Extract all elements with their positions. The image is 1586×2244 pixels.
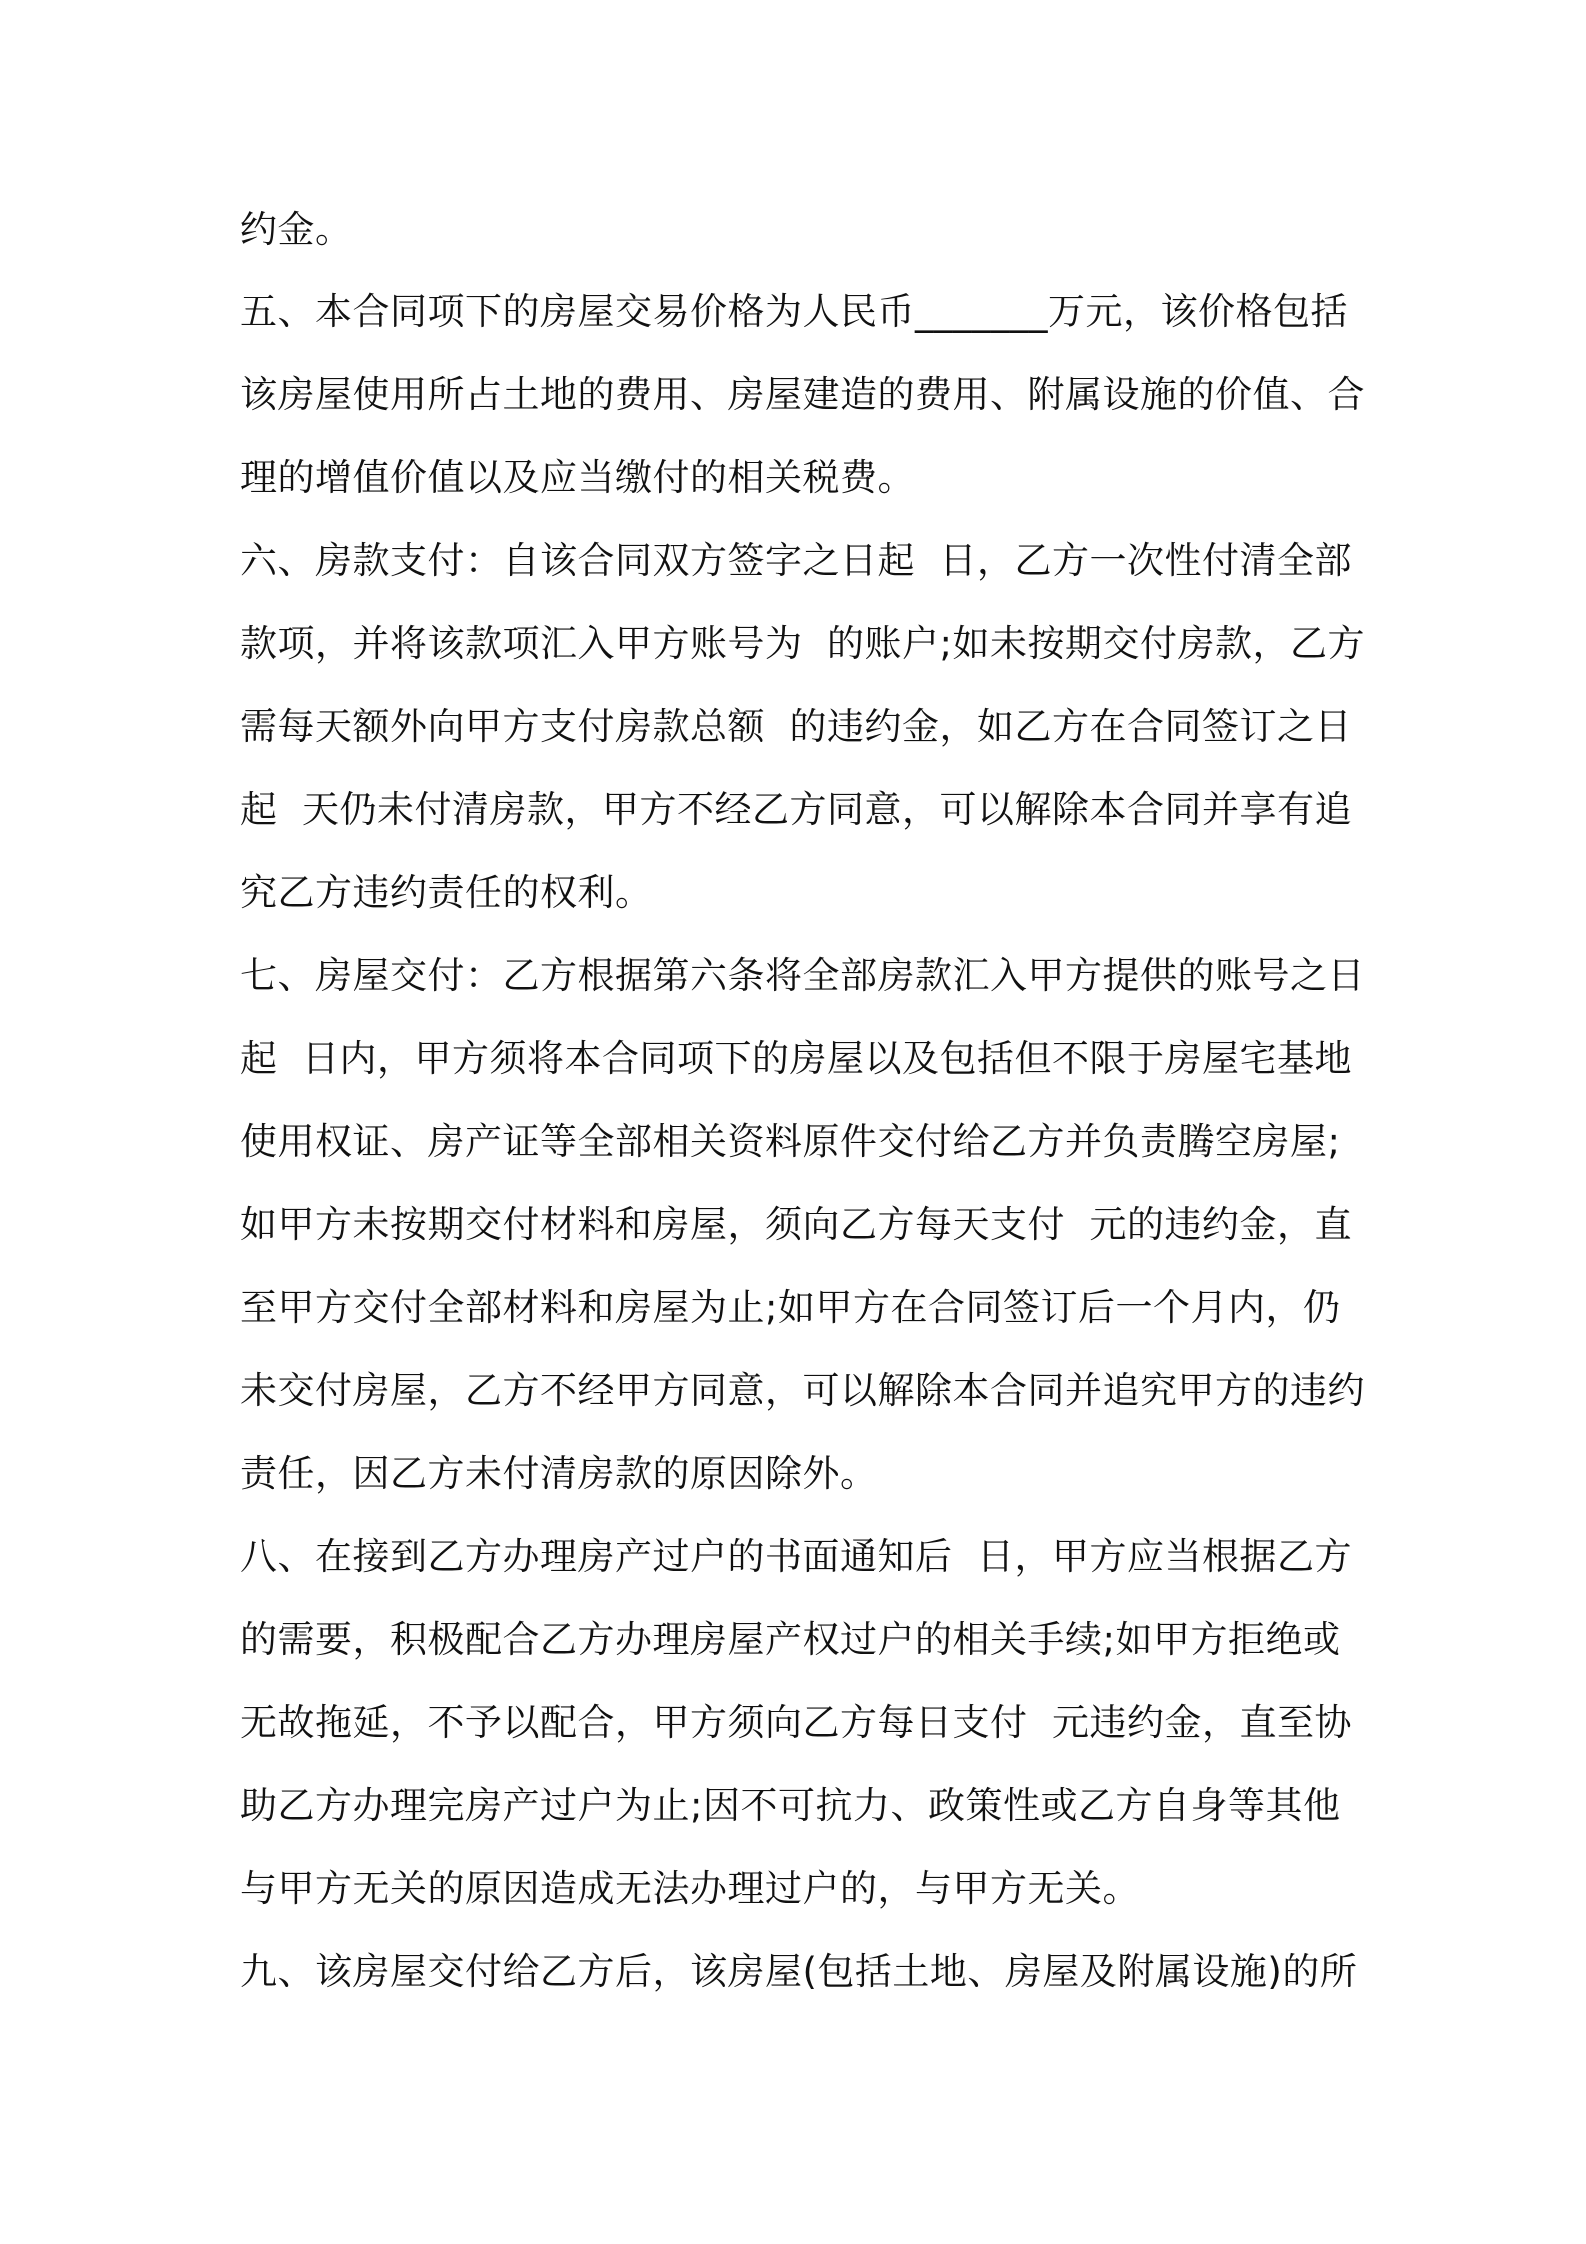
- text-line: 如甲方未按期交付材料和房屋，须向乙方每天支付 元的违约金，直: [240, 1203, 1353, 1246]
- text-line: 的需要，积极配合乙方办理房屋产权过户的相关手续;如甲方拒绝或: [240, 1618, 1341, 1661]
- clause-6-heading-line: 六、房款支付：自该合同双方签字之日起 日，乙方一次性付清全部: [240, 539, 1353, 582]
- clause-5-heading-line: 五、本合同项下的房屋交易价格为人民币_______万元，该价格包括: [240, 290, 1348, 333]
- clause-8-heading-line: 八、在接到乙方办理房产过户的书面通知后 日，甲方应当根据乙方: [240, 1535, 1353, 1578]
- text-line: 理的增值价值以及应当缴付的相关税费。: [240, 456, 915, 499]
- text-line: 使用权证、房产证等全部相关资料原件交付给乙方并负责腾空房屋;: [240, 1120, 1341, 1163]
- text-line: 款项，并将该款项汇入甲方账号为 的账户;如未按期交付房款，乙方: [240, 622, 1365, 665]
- text-line: 至甲方交付全部材料和房屋为止;如甲方在合同签订后一个月内，仍: [240, 1286, 1341, 1329]
- clause-9-heading-line: 九、该房屋交付给乙方后，该房屋(包括土地、房屋及附属设施)的所: [240, 1950, 1358, 1993]
- text-line: 与甲方无关的原因造成无法办理过户的，与甲方无关。: [240, 1867, 1140, 1910]
- text-line: 助乙方办理完房产过户为止;因不可抗力、政策性或乙方自身等其他: [240, 1784, 1341, 1827]
- text-line: 无故拖延，不予以配合，甲方须向乙方每日支付 元违约金，直至协: [240, 1701, 1353, 1744]
- text-line: 该房屋使用所占土地的费用、房屋建造的费用、附属设施的价值、合: [240, 373, 1365, 416]
- text-line: 起 天仍未付清房款，甲方不经乙方同意，可以解除本合同并享有追: [240, 788, 1353, 831]
- text-line: 约金。: [240, 208, 353, 251]
- text-line: 需每天额外向甲方支付房款总额 的违约金，如乙方在合同签订之日: [240, 705, 1353, 748]
- text-line: 究乙方违约责任的权利。: [240, 871, 653, 914]
- text-line: 责任，因乙方未付清房款的原因除外。: [240, 1452, 878, 1495]
- text-line: 未交付房屋，乙方不经甲方同意，可以解除本合同并追究甲方的违约: [240, 1369, 1365, 1412]
- clause-7-heading-line: 七、房屋交付：乙方根据第六条将全部房款汇入甲方提供的账号之日: [240, 954, 1365, 997]
- text-line: 起 日内，甲方须将本合同项下的房屋以及包括但不限于房屋宅基地: [240, 1037, 1353, 1080]
